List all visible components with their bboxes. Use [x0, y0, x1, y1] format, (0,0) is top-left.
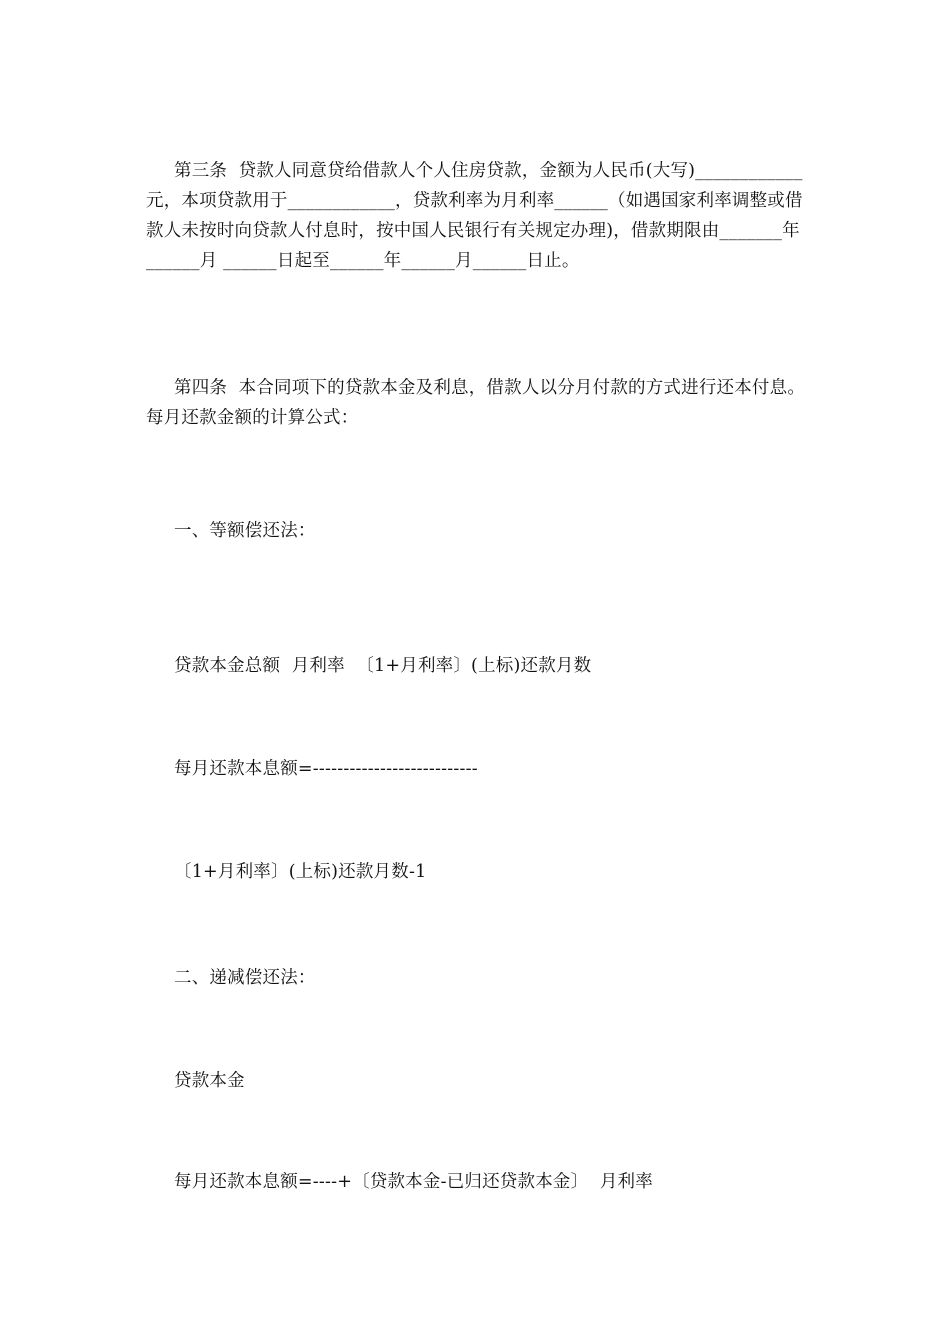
article-3-paragraph: 第三条 贷款人同意贷给借款人个人住房贷款，金额为人民币(大写)____________元，本项贷款用于____________，贷款利率为月利率______（如遇国家利率调整或借款人未按时向贷款人付息时，按中国人民银行有关规定办理)，借款期限由_______年______月 ______日起至______年______月______日止。 — [146, 161, 803, 271]
article-4-paragraph: 第四条 本合同项下的贷款本金及利息，借款人以分月付款的方式进行还本付息。每月还款金额的计算公式： — [146, 378, 806, 428]
method-2-heading: 二、递减偿还法： — [174, 968, 316, 988]
method-1-formula-denominator: 〔1+月利率〕(上标)还款月数-1 — [174, 862, 427, 882]
method-2-formula-numerator: 贷款本金 — [174, 1071, 245, 1091]
method-2-formula-line: 每月还款本息额=----+〔贷款本金-已归还贷款本金〕 月利率 — [174, 1172, 653, 1192]
method-1-formula-line: 每月还款本息额=--------------------------- — [174, 759, 478, 779]
method-1-formula-numerator: 贷款本金总额 月利率 〔1+月利率〕(上标)还款月数 — [174, 656, 592, 676]
method-1-heading: 一、等额偿还法： — [174, 521, 316, 541]
